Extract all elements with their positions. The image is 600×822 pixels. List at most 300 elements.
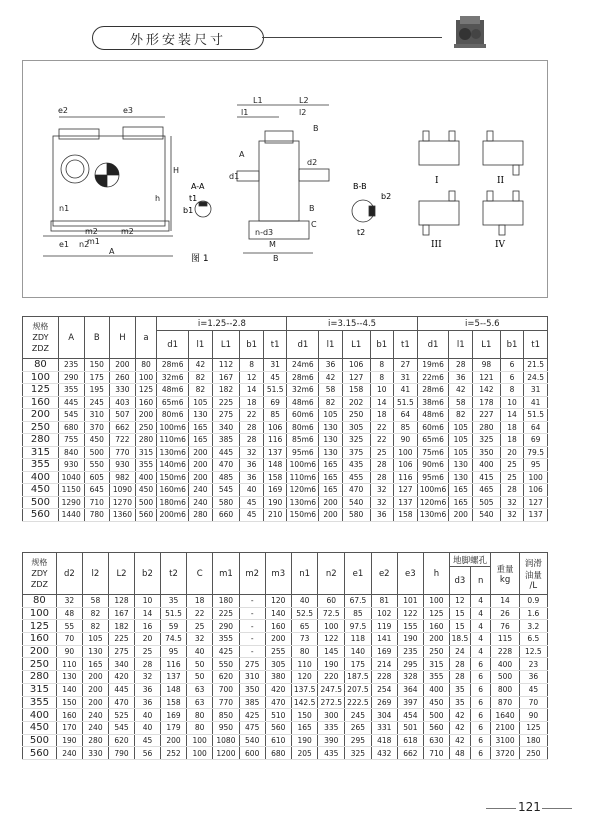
table-cell: 140 (345, 645, 372, 658)
table-cell: - (239, 607, 265, 620)
dimension-table-1 (22, 316, 548, 522)
table-cell: 930 (110, 459, 136, 472)
table-cell: 80m6 (287, 421, 319, 434)
table-cell: 560 (265, 721, 291, 734)
table-cell: 48m6 (417, 409, 449, 422)
header-model-line: ZDZ (30, 580, 48, 589)
header-a: a (135, 317, 157, 359)
table-cell: 400 (135, 471, 157, 484)
table-cell: 350 (239, 683, 265, 696)
table-cell: 770 (110, 446, 136, 459)
table-cell: 65 (291, 620, 318, 633)
label-type-IV: IV (495, 240, 506, 250)
table-cell: 250 (135, 421, 157, 434)
table-cell: 200 (135, 409, 157, 422)
row-model: 400 (23, 471, 59, 484)
table-cell: 36 (519, 671, 547, 684)
table-cell: 125 (135, 384, 157, 397)
table-cell: 64 (524, 421, 548, 434)
row-model: 100 (23, 607, 57, 620)
table-cell: 6 (470, 696, 491, 709)
page-number: 121 (518, 800, 541, 814)
table-cell: 179 (160, 721, 186, 734)
table-cell: 160 (423, 620, 449, 633)
table-cell: 660 (212, 509, 240, 522)
table-cell: 420 (265, 683, 291, 696)
table-cell: 6 (470, 709, 491, 722)
table-cell: 770 (213, 696, 239, 709)
table-cell: 545 (212, 484, 240, 497)
label-A: A (109, 247, 115, 256)
header-l2: l2 (82, 553, 108, 595)
table-cell: 98 (473, 359, 501, 372)
table-cell: 76 (491, 620, 519, 633)
table-cell: 1270 (110, 496, 136, 509)
table-cell: 560 (135, 509, 157, 522)
table-cell: 662 (110, 421, 136, 434)
table-cell: 370 (84, 421, 110, 434)
table-cell: 80 (291, 645, 318, 658)
table-cell: 64 (394, 409, 418, 422)
table-cell: 122 (318, 633, 345, 646)
table-cell: 32 (370, 496, 394, 509)
table-row (23, 734, 548, 747)
table-cell: 142.5 (291, 696, 318, 709)
title-rule (262, 37, 442, 38)
table-cell: 148 (160, 683, 186, 696)
table-cell: 355 (58, 384, 84, 397)
table-cell: 167 (108, 607, 134, 620)
header-oil (519, 553, 547, 595)
table-cell: 45 (135, 734, 161, 747)
table-cell: 331 (371, 721, 397, 734)
table-cell: 200 (319, 496, 343, 509)
label-l2: l2 (299, 108, 307, 117)
table-cell: 141 (371, 633, 397, 646)
table-cell: 700 (213, 683, 239, 696)
table-cell: 40 (187, 645, 213, 658)
table-cell: 280 (135, 434, 157, 447)
table-cell: 507 (110, 409, 136, 422)
table-cell: 0.9 (519, 595, 547, 608)
table-cell: 240 (82, 709, 108, 722)
label-d1: d1 (229, 172, 240, 181)
table-cell: 100m6 (287, 459, 319, 472)
table-cell: 15 (449, 607, 470, 620)
label-t2: t2 (357, 228, 366, 237)
table-cell: 680 (58, 421, 84, 434)
table-cell: 350 (473, 446, 501, 459)
table-cell: 180m6 (157, 496, 189, 509)
table-cell: 45 (240, 496, 264, 509)
table-cell: 35 (449, 696, 470, 709)
table-cell: 140 (265, 607, 291, 620)
table-cell: 330 (82, 747, 108, 760)
header-b1: b1 (370, 331, 394, 359)
table-cell: 445 (212, 446, 240, 459)
table-cell: 28 (449, 658, 470, 671)
table-cell: 290 (213, 620, 239, 633)
table-cell: 540 (473, 509, 501, 522)
table-cell: 6 (470, 747, 491, 760)
table-cell: 180 (519, 734, 547, 747)
header-model-line: ZDY (32, 333, 49, 342)
table-cell: 280 (473, 421, 501, 434)
table-cell: 662 (397, 747, 423, 760)
row-model: 315 (23, 683, 57, 696)
table-row (23, 496, 548, 509)
table-row (23, 709, 548, 722)
table-cell: 40 (135, 721, 161, 734)
table-cell: 4 (470, 595, 491, 608)
table-cell: 97.5 (345, 620, 372, 633)
table-row (23, 434, 548, 447)
table-cell: 110m6 (287, 471, 319, 484)
header-d1: d1 (417, 331, 449, 359)
table-cell: 18 (500, 421, 524, 434)
header-group-1: i=1.25--2.8 (157, 317, 287, 331)
table-cell: 60m6 (287, 409, 319, 422)
table-cell: 225 (213, 607, 239, 620)
table-cell: 415 (473, 471, 501, 484)
header-oil-line: 油量 (524, 570, 542, 581)
table-cell: 75m6 (417, 446, 449, 459)
table-cell: 3.2 (519, 620, 547, 633)
row-model: 560 (23, 747, 57, 760)
table-cell: 79.5 (524, 446, 548, 459)
table-cell: 1080 (213, 734, 239, 747)
label-type-II: II (497, 176, 505, 186)
table-cell: 14 (135, 607, 161, 620)
header-oil-line: 润滑 (524, 558, 542, 569)
table-cell: 6 (500, 359, 524, 372)
table-cell: 140m6 (157, 459, 189, 472)
table-cell: 35 (449, 683, 470, 696)
table-cell: 240 (56, 747, 82, 760)
table-cell: 228 (491, 645, 519, 658)
table-cell: 722 (110, 434, 136, 447)
table-cell: 130 (319, 434, 343, 447)
header-weight-line: 重量 (496, 564, 514, 575)
table-cell: - (239, 645, 265, 658)
table-cell: 22 (187, 607, 213, 620)
table-cell: 105 (449, 421, 473, 434)
table-cell: 31 (263, 359, 287, 372)
header-d1: d1 (287, 331, 319, 359)
table-cell: 81 (371, 595, 397, 608)
table-cell: 227 (473, 409, 501, 422)
row-model: 500 (23, 496, 59, 509)
table-cell: 120m6 (287, 484, 319, 497)
table-cell: 425 (213, 645, 239, 658)
table-cell: 130 (189, 409, 213, 422)
table-cell: 158 (394, 509, 418, 522)
table-cell: 14 (500, 409, 524, 422)
table-cell: 32 (56, 595, 82, 608)
table-cell: 200 (189, 459, 213, 472)
table-cell: 355 (423, 671, 449, 684)
table-cell: 175 (84, 371, 110, 384)
table-cell: 375 (342, 446, 370, 459)
table-cell: 305 (265, 658, 291, 671)
table-cell: 82 (82, 620, 108, 633)
table-cell: 95m6 (287, 446, 319, 459)
header-t1: t1 (524, 331, 548, 359)
table-cell: 245 (345, 709, 372, 722)
table-cell: 850 (213, 709, 239, 722)
table-cell: 158 (263, 471, 287, 484)
header-t1: t1 (394, 331, 418, 359)
table-cell: 272.5 (318, 696, 345, 709)
table-row (23, 421, 548, 434)
label-e2: e2 (58, 106, 69, 115)
page-rule-left (486, 808, 516, 809)
table-cell: 10 (370, 384, 394, 397)
table-cell: 6.5 (519, 633, 547, 646)
header-e2: e2 (371, 553, 397, 595)
row-model: 160 (23, 633, 57, 646)
table-cell: 190 (56, 734, 82, 747)
table-row (23, 396, 548, 409)
header-model-line: 规格 (32, 322, 49, 331)
table-cell: 269 (371, 696, 397, 709)
table-cell: 20 (135, 633, 161, 646)
table-row (23, 484, 548, 497)
table-cell: 25 (187, 620, 213, 633)
table-cell: 112 (212, 359, 240, 372)
table-cell: 800 (491, 683, 519, 696)
table-cell: 545 (108, 721, 134, 734)
label-bb: B-B (353, 182, 367, 191)
table-cell: 200 (110, 359, 136, 372)
table-cell: 355 (135, 459, 157, 472)
table-cell: 385 (212, 434, 240, 447)
label-aa: A-A (191, 182, 205, 191)
table-cell: 73 (291, 633, 318, 646)
row-model: 100 (23, 371, 59, 384)
table-cell: 455 (342, 471, 370, 484)
table-cell: 240 (82, 721, 108, 734)
label-b2: b2 (381, 192, 392, 201)
table-cell: 80m6 (157, 409, 189, 422)
label-m1: m1 (87, 237, 100, 246)
table-row (23, 633, 548, 646)
table-cell: 142 (473, 384, 501, 397)
table-cell: 397 (397, 696, 423, 709)
label-n1: n1 (59, 204, 70, 213)
table-cell: 250 (342, 409, 370, 422)
table-cell: 137.5 (291, 683, 318, 696)
table-cell: 275 (239, 658, 265, 671)
table-cell: 127 (342, 371, 370, 384)
table-cell: 510 (265, 709, 291, 722)
table-cell: 100 (135, 371, 157, 384)
table-cell: 26 (491, 607, 519, 620)
table-cell: 254 (371, 683, 397, 696)
table-cell: 235 (397, 645, 423, 658)
header-foot-holes: 地脚螺孔 (449, 553, 490, 567)
table-cell: 500 (423, 709, 449, 722)
table-cell: 6 (500, 371, 524, 384)
table-cell: 28m6 (287, 371, 319, 384)
table-cell: 200 (265, 633, 291, 646)
table-cell: 982 (110, 471, 136, 484)
table-cell: 6 (470, 671, 491, 684)
table-cell: 222.5 (345, 696, 372, 709)
table-row (23, 595, 548, 608)
table-row (23, 696, 548, 709)
table-cell: 105 (449, 446, 473, 459)
table-cell: 32 (370, 484, 394, 497)
header-e3: e3 (397, 553, 423, 595)
table-cell: 182 (108, 620, 134, 633)
table-cell: 3720 (491, 747, 519, 760)
table-cell: 25 (500, 471, 524, 484)
table-cell: 190 (291, 734, 318, 747)
table-cell: 6 (470, 734, 491, 747)
table-cell: 130 (319, 446, 343, 459)
table-cell: 70 (519, 696, 547, 709)
table-cell: 36 (319, 359, 343, 372)
table-cell: 128 (108, 595, 134, 608)
table-cell: 28 (240, 434, 264, 447)
table-cell: 500 (135, 496, 157, 509)
table-cell: 10 (135, 595, 161, 608)
table-cell: 45 (263, 371, 287, 384)
page-title: 外形安装尺寸 (92, 26, 264, 50)
row-model: 125 (23, 384, 59, 397)
table-cell: 630 (423, 734, 449, 747)
table-cell: 165 (449, 484, 473, 497)
table-cell: 200 (82, 683, 108, 696)
row-model: 280 (23, 671, 57, 684)
table-cell: 18 (187, 595, 213, 608)
table-cell: 475 (239, 721, 265, 734)
table-cell: 450 (135, 484, 157, 497)
table-cell: 120 (265, 595, 291, 608)
table-cell: 51.5 (263, 384, 287, 397)
label-m2b: m2 (121, 227, 134, 236)
header-L1: L1 (342, 331, 370, 359)
row-model: 500 (23, 734, 57, 747)
table-cell: 8 (370, 359, 394, 372)
table-cell: 32 (240, 446, 264, 459)
table-cell: 18 (370, 409, 394, 422)
table-cell: 295 (397, 658, 423, 671)
label-A-side: A (239, 150, 245, 159)
row-model: 560 (23, 509, 59, 522)
table-cell: 15 (449, 620, 470, 633)
table-cell: 80 (135, 359, 157, 372)
table-cell: 100 (187, 734, 213, 747)
table-cell: 280 (189, 509, 213, 522)
table-cell: 52.5 (291, 607, 318, 620)
table-cell: 150 (291, 709, 318, 722)
table-cell: - (239, 595, 265, 608)
table-cell: 305 (342, 421, 370, 434)
table-cell: 4 (470, 607, 491, 620)
table-cell: 200 (423, 633, 449, 646)
table-cell: 158 (342, 384, 370, 397)
header-weight-line: kg (499, 574, 511, 585)
table-cell: 105 (82, 633, 108, 646)
table-cell: 3100 (491, 734, 519, 747)
table-cell: 187.5 (345, 671, 372, 684)
label-t1: t1 (189, 194, 198, 203)
table-cell: 67.5 (345, 595, 372, 608)
table-cell: 18 (500, 434, 524, 447)
table-cell: 85 (394, 421, 418, 434)
table-cell: 950 (213, 721, 239, 734)
table-cell: 500 (84, 446, 110, 459)
table-cell: 40 (291, 595, 318, 608)
table-cell: 42 (449, 721, 470, 734)
label-M: M (269, 240, 276, 249)
table-cell: 205 (291, 747, 318, 760)
row-model: 250 (23, 421, 59, 434)
header-weight (491, 553, 519, 595)
table-cell: 60 (318, 595, 345, 608)
gearbox-thumbnail-icon (452, 14, 488, 50)
table-cell: 335 (318, 721, 345, 734)
table-cell: 95 (524, 459, 548, 472)
table-cell: 38m6 (417, 396, 449, 409)
label-B-side: B (309, 204, 315, 213)
table-cell: 60m6 (417, 421, 449, 434)
header-model-line: ZDY (31, 569, 48, 578)
table-cell: 525 (108, 709, 134, 722)
table-cell: 169 (371, 645, 397, 658)
table-cell: 130m6 (287, 496, 319, 509)
page-rule-right (542, 808, 572, 809)
dimension-table-2 (22, 552, 548, 760)
table-cell: 32m6 (157, 371, 189, 384)
table-cell: 110 (291, 658, 318, 671)
table-cell: 28 (240, 421, 264, 434)
table-cell: 95m6 (417, 471, 449, 484)
table-cell: 247.5 (318, 683, 345, 696)
table-cell: 25 (500, 459, 524, 472)
table-cell: 340 (108, 658, 134, 671)
table-row (23, 409, 548, 422)
table-cell: 200m6 (157, 509, 189, 522)
table-cell: 6 (470, 683, 491, 696)
table-cell: 400 (473, 459, 501, 472)
table-cell: 48m6 (157, 384, 189, 397)
table-cell: 69 (263, 396, 287, 409)
table-cell: 200 (82, 671, 108, 684)
table-cell: 545 (58, 409, 84, 422)
table-cell: 22 (370, 434, 394, 447)
table-cell: 48 (449, 747, 470, 760)
table-cell: 120 (291, 671, 318, 684)
table-cell: 200 (449, 509, 473, 522)
row-model: 355 (23, 696, 57, 709)
table-cell: 36 (370, 509, 394, 522)
table-cell: 137 (524, 509, 548, 522)
table-cell: 540 (342, 496, 370, 509)
table-cell: 100 (318, 620, 345, 633)
table-cell: 328 (397, 671, 423, 684)
table-cell: 63 (187, 696, 213, 709)
table-cell: 28 (500, 484, 524, 497)
table-cell: 28 (135, 658, 161, 671)
header-b2: b2 (135, 553, 161, 595)
table-cell: 116 (394, 471, 418, 484)
table-cell: 130 (82, 645, 108, 658)
table-cell: 100 (187, 747, 213, 760)
table-cell: 116 (263, 434, 287, 447)
